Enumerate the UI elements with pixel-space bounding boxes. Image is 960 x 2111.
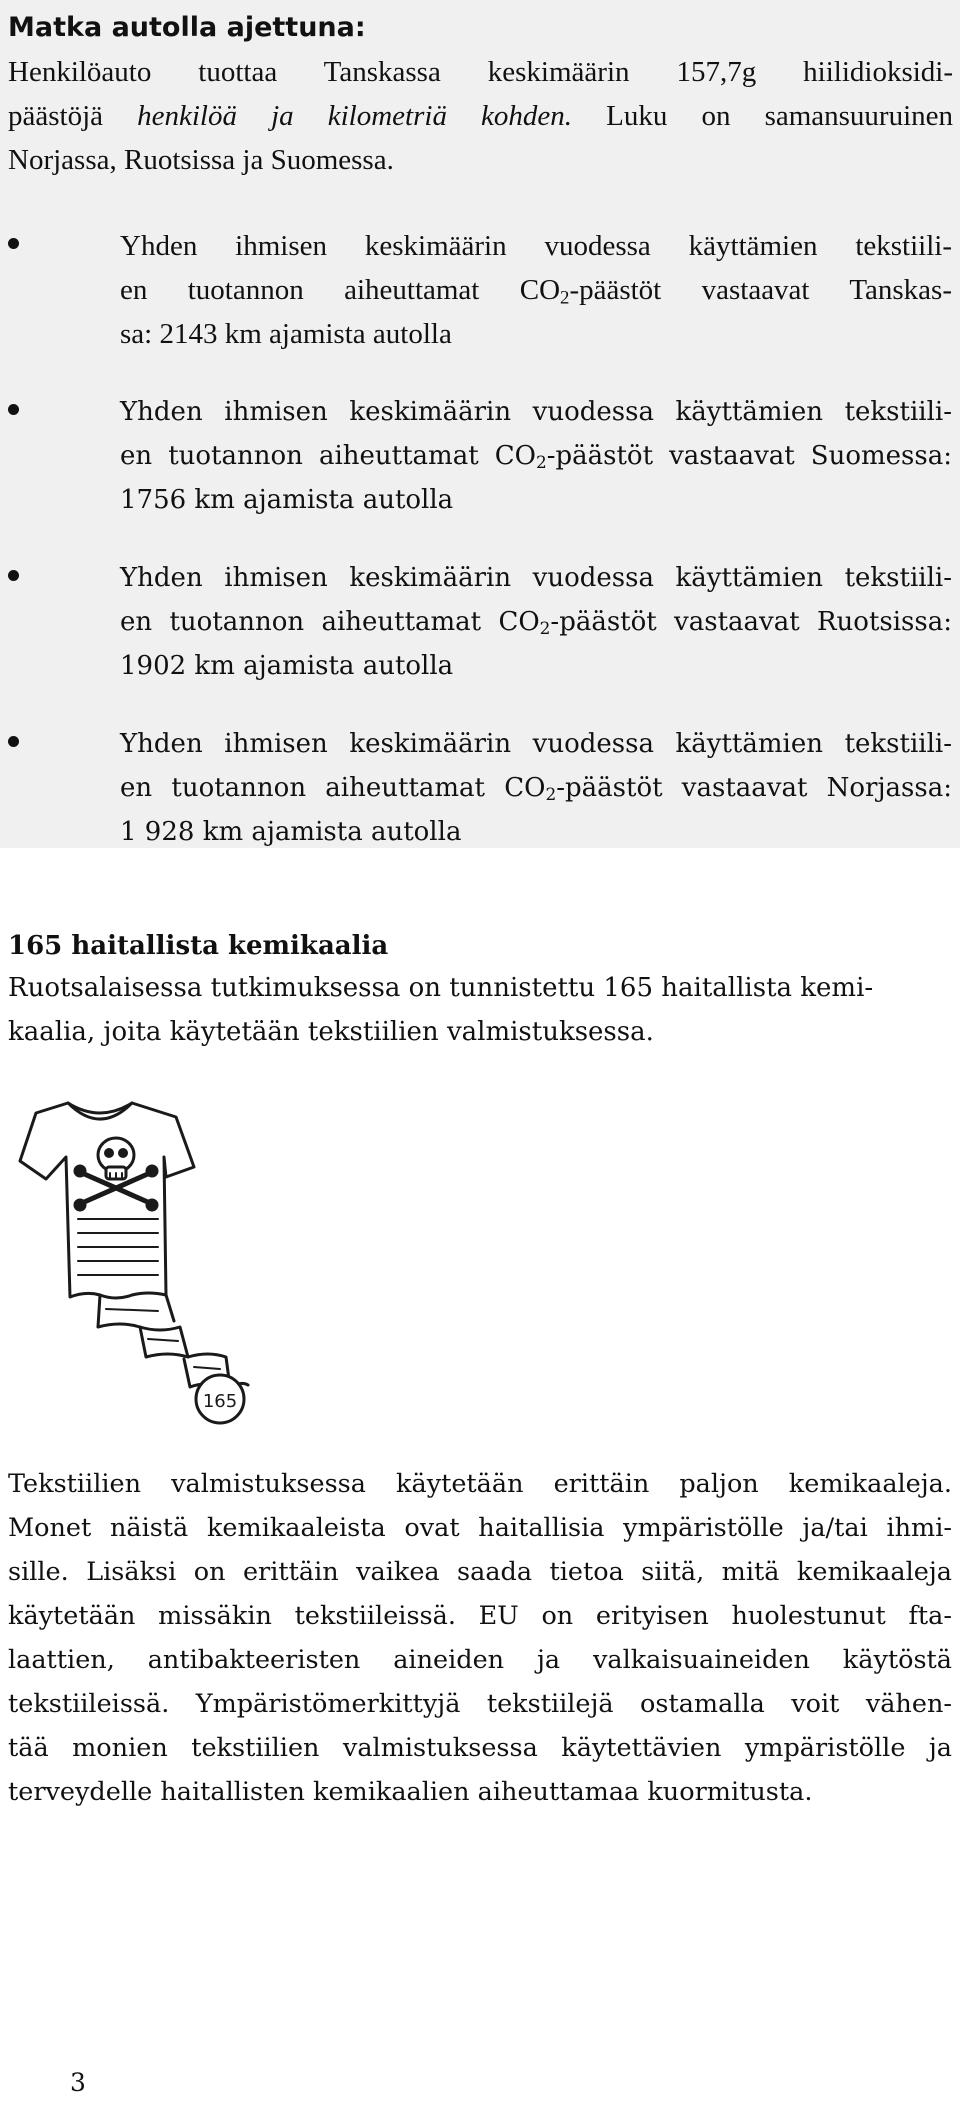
body-line: Tekstiilien valmistuksessa käytetään erittäin paljon kemikaaleja. (8, 1469, 952, 1499)
chemicals-text-line-2: kaalia, joita käytetään tekstiilien valmistuksessa. (8, 1017, 654, 1047)
badge-label: 165 (202, 1391, 238, 1412)
list-item-country-text: -päästöt vastaavat Norjassa: (556, 773, 952, 803)
list-item-country-text: -päästöt vastaavat Suomessa: (546, 441, 952, 471)
list-item-country-text: -päästöt vastaavat Tanskas- (569, 274, 952, 306)
box-intro (8, 50, 953, 182)
list-item-line-1: Yhden ihmisen keskimäärin vuodessa käyttämien tekstiili- (120, 397, 952, 427)
tshirt-skull-illustration (8, 1095, 280, 1427)
body-line: Monet näistä kemikaaleista ovat haitallisia ympäristölle ja/tai ihmi- (8, 1513, 952, 1543)
box-intro-line-2-start: päästöjä (8, 100, 138, 132)
body-line: laattien, antibakteeristen aineiden ja valkaisuaineiden käytöstä (8, 1645, 952, 1675)
box-intro-emphasis: henkilöä ja kilometriä kohden. (137, 100, 573, 132)
list-item-line-1: Yhden ihmisen keskimäärin vuodessa käyttämien tekstiili- (120, 729, 952, 759)
list-item-co2-text: en tuotannon aiheuttamat CO (120, 441, 536, 471)
box-title: Matka autolla ajettuna: (8, 12, 366, 43)
list-item-co2-text: en tuotannon aiheuttamat CO (120, 274, 561, 306)
box-intro-line-3: Norjassa, Ruotsissa ja Suomessa. (8, 144, 394, 176)
list-item-line-2 (120, 600, 952, 644)
list-item-line-3: 1902 km ajamista autolla (120, 651, 454, 681)
body-paragraph (8, 1462, 952, 1814)
list-item-line-2 (120, 434, 952, 478)
co2-subscript: 2 (539, 618, 551, 639)
list-item-co2-text: en tuotannon aiheuttamat CO (120, 773, 546, 803)
chemicals-text (8, 966, 943, 1054)
list-item-country-text: -päästöt vastaavat Ruotsissa: (550, 607, 952, 637)
info-box (0, 0, 960, 848)
box-intro-line-1: Henkilöauto tuottaa Tanskassa keskimäärin 157,7g hiilidioksidi- (8, 56, 953, 88)
list-item-text (120, 556, 952, 688)
box-intro-line-2-end: Luku on samansuuruinen (572, 100, 954, 132)
body-line: tää monien tekstiilien valmistuksessa käytettävien ympäristölle ja (8, 1733, 952, 1763)
bullet-dot-icon (8, 238, 19, 249)
list-item-line-2 (120, 268, 952, 312)
page-number: 3 (70, 2068, 86, 2097)
list-item-line-2 (120, 766, 952, 810)
body-line: käytetään missäkin tekstiileissä. EU on erityisen huolestunut fta- (8, 1601, 952, 1631)
list-item-line-1: Yhden ihmisen keskimäärin vuodessa käyttämien tekstiili- (120, 230, 952, 262)
body-line: sille. Lisäksi on erittäin vaikea saada tietoa siitä, mitä kemikaaleja (8, 1557, 952, 1587)
bullet-dot-icon (8, 404, 19, 415)
chemicals-heading: 165 haitallista kemikaalia (8, 931, 389, 961)
list-item-line-3: 1 928 km ajamista autolla (120, 817, 462, 847)
bullet-dot-icon (8, 736, 19, 747)
co2-subscript: 2 (560, 287, 570, 309)
list-item-line-3: 1756 km ajamista autolla (120, 485, 454, 515)
co2-subscript: 2 (545, 784, 557, 805)
list-item-text (120, 390, 952, 522)
body-line: terveydelle haitallisten kemikaalien aiheuttamaa kuormitusta. (8, 1777, 813, 1807)
bullet-dot-icon (8, 570, 19, 581)
body-line: tekstiileissä. Ympäristömerkittyjä tekstiilejä ostamalla voit vähen- (8, 1689, 952, 1719)
list-item-co2-text: en tuotannon aiheuttamat CO (120, 607, 540, 637)
box-intro-line-2 (8, 94, 953, 138)
co2-subscript: 2 (535, 452, 547, 473)
list-item-line-1: Yhden ihmisen keskimäärin vuodessa käyttämien tekstiili- (120, 563, 952, 593)
tshirt-skull-drawing (8, 1095, 280, 1427)
chemicals-text-line-1: Ruotsalaisessa tutkimuksessa on tunnistettu 165 haitallista kemi- (8, 973, 874, 1003)
list-item-text (120, 224, 952, 356)
list-item-text (120, 722, 952, 854)
list-item-line-3: sa: 2143 km ajamista autolla (120, 318, 452, 350)
